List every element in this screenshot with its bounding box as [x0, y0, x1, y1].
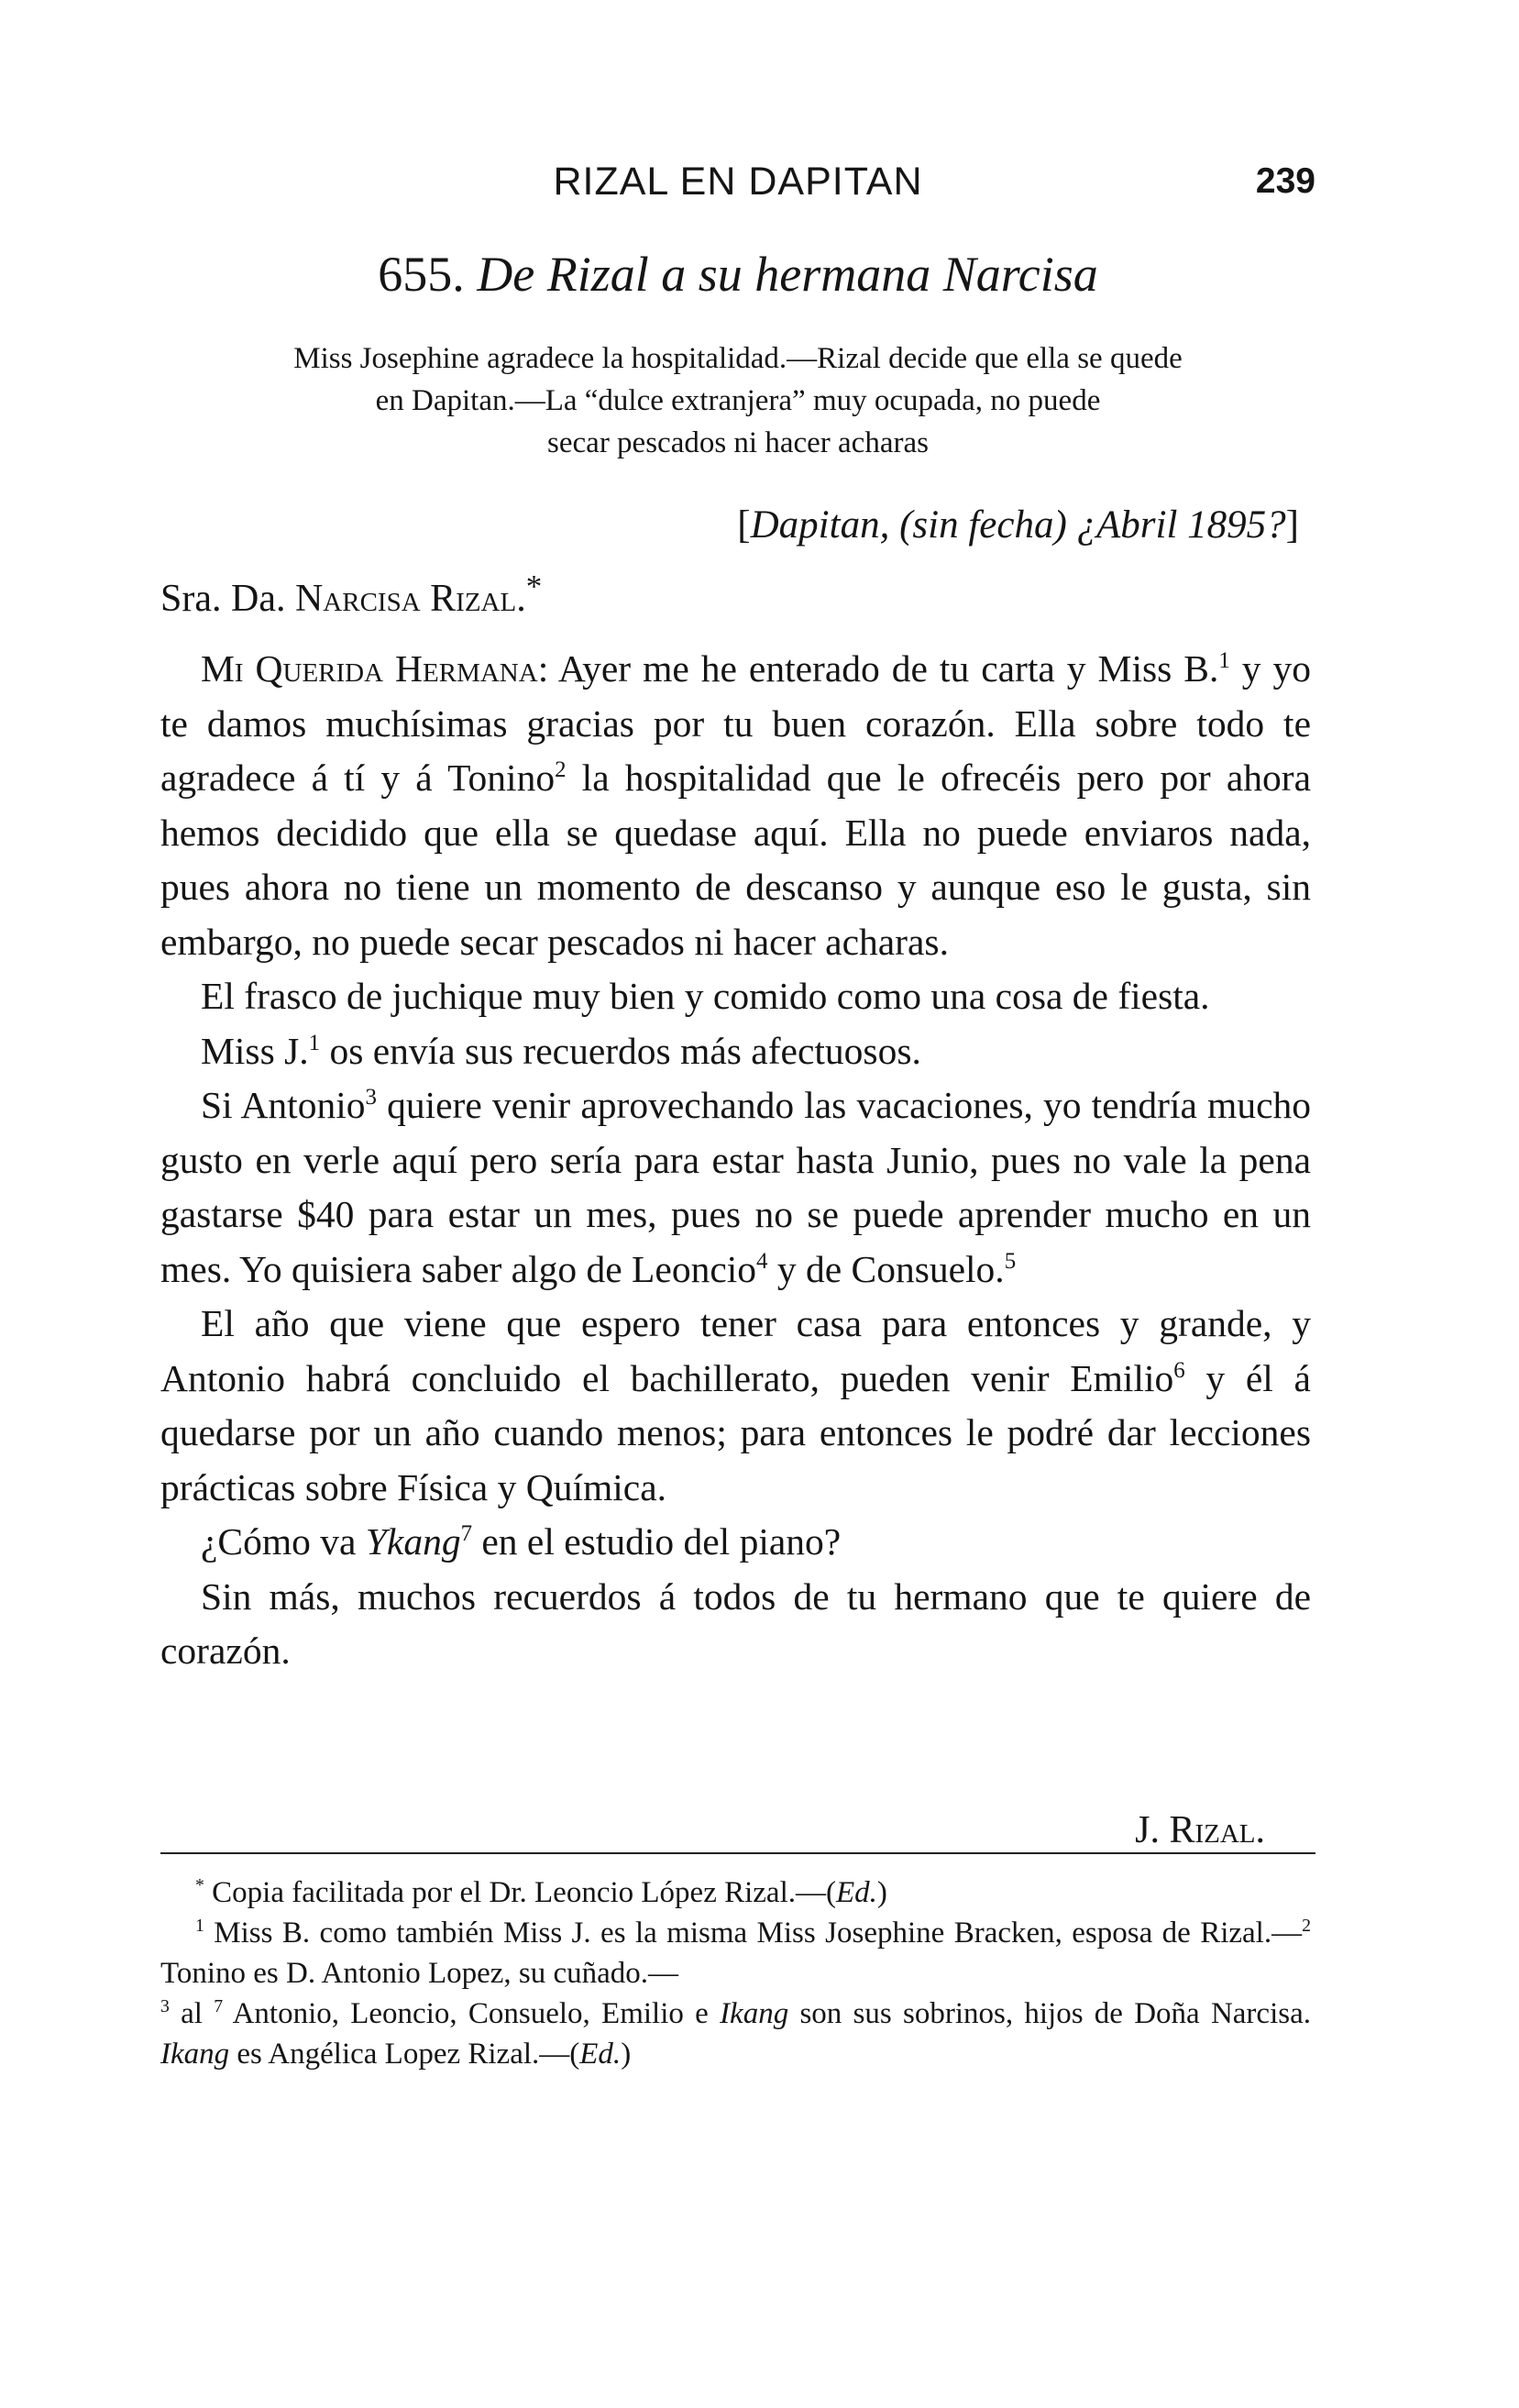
letter-number: 655. — [378, 247, 465, 302]
footnote-text: ) — [876, 1876, 887, 1909]
signature-text: J. Rizal. — [1135, 1809, 1265, 1851]
running-head — [160, 154, 1315, 209]
paragraph-text: Miss J. — [201, 1029, 309, 1072]
paragraph-text: y yo te damos muchísimas gracias por tu buen corazón. Ella sobre todo te agradece á tí y á Tonino — [160, 647, 1312, 799]
paragraph — [160, 642, 1311, 969]
editor-note: Ed. — [579, 2038, 622, 2071]
footnote-ref: 5 — [1004, 1248, 1017, 1274]
footnote-text: Antonio, Leoncio, Consuelo, Emilio e — [223, 1997, 721, 2030]
running-title: RIZAL EN DAPITAN — [553, 160, 923, 204]
footnote-ref: 1 — [1218, 648, 1230, 674]
footnote-mark: 3 — [160, 1996, 170, 2016]
footnote-ref: 2 — [555, 757, 567, 783]
footnote-ref: 1 — [308, 1030, 321, 1055]
paragraph-text: en el estudio del piano? — [472, 1520, 842, 1563]
paragraph-text: y de Consuelo. — [767, 1247, 1005, 1290]
dateline-close-bracket: ] — [1285, 503, 1299, 547]
summary-line: en Dapitan.—La “dulce extranjera” muy ocupada, no puede — [375, 384, 1101, 417]
footnotes — [160, 1872, 1311, 2074]
footnote-mark: 2 — [1302, 1916, 1311, 1936]
paragraph-text: la hospitalidad que le ofrecéis pero por ahora hemos decidido que ella se quedase aquí. Ella no puede enviaros nada, pues ahora no tiene un momento de descanso y aunque eso le gusta, sin embargo, no puede secar pescados ni hacer acharas. — [160, 757, 1311, 963]
footnote-text: es Angélica Lopez Rizal.—( — [229, 2038, 580, 2071]
page-number: 239 — [1255, 161, 1315, 201]
signature — [160, 1808, 1265, 1852]
paragraph: El frasco de juchique muy bien y comido como una cosa de fiesta. — [201, 975, 1210, 1017]
footnote-mark: * — [195, 1875, 204, 1895]
paragraph — [160, 1024, 1311, 1079]
footnote-text: son sus sobrinos, hijos de Doña Narcisa. — [788, 1997, 1311, 2030]
ykang-name: Ykang — [365, 1520, 461, 1563]
addressee-footnote-mark: * — [525, 569, 543, 604]
footnote-text: Tonino es D. Antonio Lopez, su cuñado.— — [160, 1957, 679, 1990]
addressee-name: Narcisa Rizal. — [294, 578, 526, 620]
footnote-ref: 4 — [756, 1248, 768, 1274]
dateline-date: ¿Abril 1895? — [1076, 503, 1286, 547]
footnote-text: Miss B. como también Miss J. es la misma Miss Josephine Bracken, esposa de Rizal.— — [204, 1916, 1303, 1950]
letter-heading — [160, 246, 1315, 303]
dateline — [160, 503, 1299, 547]
paragraph: Sin más, muchos recuerdos á todos de tu hermano que te quiere de corazón. — [160, 1574, 1311, 1672]
footnote-text: ) — [621, 2038, 632, 2071]
addressee-prefix: Sra. Da. — [160, 578, 286, 620]
paragraph — [160, 1297, 1311, 1515]
letter-title: De Rizal a su hermana Narcisa — [477, 247, 1098, 302]
addressee — [160, 569, 542, 621]
footnote-text: Copia facilitada por el Dr. Leoncio López Rizal.—( — [204, 1876, 836, 1909]
footnote-ref: 3 — [365, 1085, 377, 1110]
paragraph-text: ¿Cómo va — [201, 1520, 366, 1563]
paragraph — [160, 1515, 1311, 1570]
footnote — [160, 1913, 1311, 2074]
summary-line: secar pescados ni hacer acharas — [547, 426, 929, 459]
dateline-place: Dapitan, — [750, 503, 890, 547]
ikang-name: Ikang — [160, 2038, 230, 2071]
paragraph-text: El año que viene que espero tener casa para entonces y grande, y Antonio habrá concluido el bachillerato, pueden venir Emilio — [160, 1302, 1311, 1399]
paragraph-text: y él á quedarse por un año cuando menos; para entonces le podré dar lecciones prácticas sobre Física y Química. — [160, 1356, 1311, 1508]
salutation: Mi Querida Hermana — [201, 647, 538, 690]
summary-line: Miss Josephine agradece la hospitalidad.—Rizal decide que ella se quede — [293, 342, 1183, 375]
footnote-text: al — [169, 1997, 215, 2030]
editor-note: Ed. — [835, 1876, 877, 1909]
letter-body — [160, 642, 1311, 1679]
dateline-open-bracket: [ — [737, 503, 751, 547]
footnote — [160, 1872, 1311, 1913]
footnote-ref: 6 — [1173, 1357, 1185, 1383]
paragraph-text: : Ayer me he enterado de tu carta y Miss B. — [537, 647, 1219, 690]
footnote-divider — [160, 1852, 1315, 1854]
footnote-mark: 7 — [214, 1996, 224, 2016]
letter-summary — [160, 337, 1315, 464]
paragraph-text: quiere venir aprovechando las vacaciones, yo tendría mucho gusto en verle aquí pero sería para estar hasta Junio, pues no vale la pena gastarse $40 para estar un mes, pues no se puede aprender mucho en un mes. Yo quisiera saber algo de Leoncio — [160, 1084, 1311, 1290]
dateline-undated: (sin fecha) — [899, 503, 1067, 547]
footnote-mark: 1 — [195, 1916, 204, 1936]
paragraph — [160, 1078, 1311, 1297]
ikang-name: Ikang — [720, 1997, 789, 2030]
paragraph-text: Si Antonio — [201, 1084, 366, 1126]
footnote-ref: 7 — [460, 1521, 473, 1547]
paragraph-text: os envía sus recuerdos más afectuosos. — [320, 1029, 921, 1072]
